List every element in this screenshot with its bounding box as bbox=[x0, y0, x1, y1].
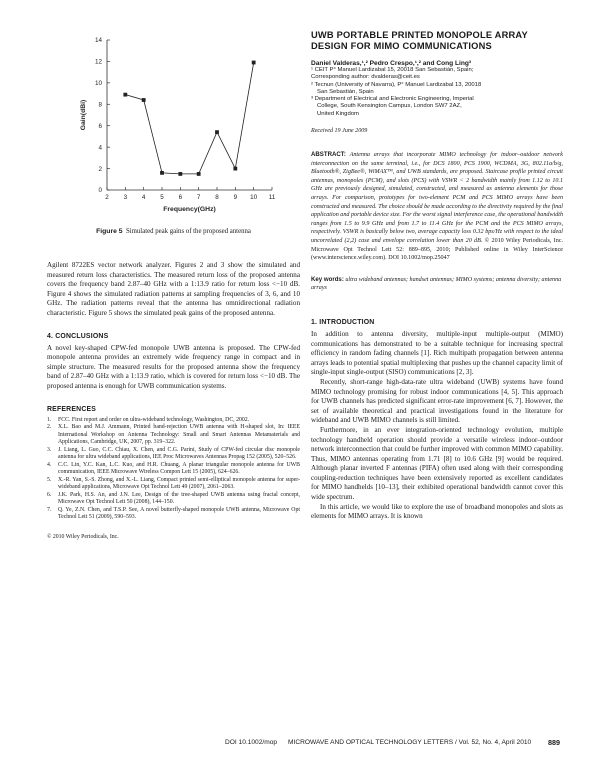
reference-number: 1. bbox=[47, 416, 52, 423]
reference-number: 7. bbox=[47, 506, 52, 513]
x-tick-label: 7 bbox=[196, 194, 201, 201]
x-tick-label: 9 bbox=[233, 194, 238, 201]
article-authors: Daniel Valderas,¹,² Pedro Crespo,¹,² and Cong Ling³ bbox=[311, 60, 472, 67]
footer-journal: MICROWAVE AND OPTICAL TECHNOLOGY LETTERS / Vol. 52, No. 4, April 2010 bbox=[288, 739, 532, 746]
copyright-notice: © 2010 Wiley Periodicals, Inc. bbox=[47, 533, 119, 540]
reference-text: J. Liang, L. Guo, C.C. Chiau, X. Chen, and C.G. Parini, Study of CPW-fed circular disc monopole antenna for ultra wideband applications, IEE Proc Microwaves Antennas Propag 152 (2005), 520–526. bbox=[58, 446, 300, 461]
intro-paragraph: In addition to antenna diversity, multiple-input multiple-output (MIMO) communications has demonstrated to be a suitable technique for increasing spectral efficiency in random fading channels [1]. Rich multipath propagation between antenna arrays leads to potential spatial multiplexing that pushes up the channel capacity limit of single-input single-output (SISO) communications [2, 3]. bbox=[311, 329, 563, 377]
data-point bbox=[197, 172, 201, 176]
affiliation-line: Corresponding author: dvalderas@ceit.es bbox=[311, 74, 420, 81]
y-tick-label: 14 bbox=[94, 37, 102, 45]
figure-5-chart bbox=[47, 30, 300, 225]
reference-number: 3. bbox=[47, 446, 52, 453]
conclusions-body bbox=[47, 344, 300, 392]
data-point bbox=[160, 171, 164, 175]
affiliation-line: San Sebastián, Spain bbox=[317, 88, 374, 95]
data-point bbox=[252, 61, 256, 65]
right-column bbox=[311, 30, 563, 522]
x-axis-label: Frequency(GHz) bbox=[163, 206, 216, 213]
reference-number: 4. bbox=[47, 461, 52, 468]
abstract-text: Antenna arrays that incorporate MIMO technology for indoor–outdoor network interconnection on the same terminal, i.e., for DCS 1800, PCS 1900, WCDMA, 3G, 802.11a/b/g, Bluetooth®, ZigBee®, WiMAX™, and UWB standards, are proposed. Staircase profile printed circuit antennas, monopoles (PCM), and slots (PCS) with VSWR < 2 bandwidth mainly from 1.12 to 10.1 GHz are previously designed, simulated, constructed, and measured as antenna elements for those arrays. For comparison, prototypes for two-element PCM and PCS MIMO arrays have been constructed and measured. The choice should be made according to the directivity required by the final application and portable device size. For the worst signal interference case, the operational bandwidth ranges from 1.5 to 9.9 GHz and from 1.7 to 11.4 GHz for the PCM and the PCS MIMO arrays, respectively. VSWR is basically below two, average capacity loss 0.32 bps/Hz with respect to the ideal uncorrelated (2,2) case and envelope correlation lower than 20 dB. bbox=[311, 152, 563, 245]
reference-item bbox=[47, 462, 300, 477]
reference-item bbox=[47, 477, 300, 492]
y-tick-label: 8 bbox=[98, 101, 102, 109]
data-point bbox=[178, 172, 182, 176]
reference-text: X.L. Bao and M.J. Ammann, Printed band-rejection UWB antenna with H-shaped slot, In: IEEE International Workshop on Antenna Technology: Small and Smart Antennas Metamaterials and Applications, Cambridge, UK, 2007, pp. 319–322. bbox=[58, 424, 300, 446]
reference-text: X.-R. Yan, S.-S. Zhong, and X.-L. Liang, Compact printed semi-elliptical monopole antenna for super-wideband applications, Microwave Opt Technol Lett 49 (2007), 2061–2063. bbox=[58, 476, 300, 491]
figure-caption-text: Simulated peak gains of the proposed antenna bbox=[125, 228, 251, 235]
data-point bbox=[233, 167, 237, 171]
affiliation-line: ¹ CEIT P° Manuel Lardizabal 15, 20018 San Sebastián, Spain; bbox=[311, 67, 474, 73]
article-title: UWB PORTABLE PRINTED MONOPOLE ARRAY DESIGN FOR MIMO COMMUNICATIONS bbox=[311, 30, 528, 51]
reference-text: FCC. First report and order on ultra-wideband technology, Washington, DC, 2002. bbox=[58, 416, 250, 423]
intro-paragraph: Furthermore, in an ever integration-oriented technology evolution, multiple technology handheld operation should provide a versatile wireless indoor–outdoor network interconnection that could be further improved with common MIMO capability. Thus, MIMO antennas operating from 1.71 [8] to 10.6 GHz [9] would be required. Although planar inverted F antennas (PIFA) often used along with their corresponding coupling-reduction techniques have been extensively reported as excellent candidates for MIMO handhelds [10–13], their exhibited operational bandwidth cannot cover this wide spectrum. bbox=[311, 425, 563, 502]
x-tick-label: 3 bbox=[123, 194, 128, 201]
figure-label: Figure 5 bbox=[96, 228, 123, 235]
left-column bbox=[47, 30, 300, 540]
reference-item bbox=[47, 417, 300, 425]
x-tick-label: 11 bbox=[268, 194, 276, 201]
author-affiliations bbox=[311, 67, 563, 118]
reference-number: 2. bbox=[47, 424, 52, 431]
reference-text: J.K. Park, H.S. An, and J.N. Lee, Design of the tree-shaped UWB antenna using fractal concept, Microwave Opt Technol Lett 50 (2008), 144–150. bbox=[58, 491, 300, 506]
intro-paragraph: Recently, short-range high-data-rate ultra wideband (UWB) systems have found MIMO technology promising for robust indoor communications [4, 5]. This approach for UWB channels has predicted significant error-rate improvement [6, 7]. However, the set of available theoretical and practical investigations found in the literature for wideband and UWB MIMO channels is still limited. bbox=[311, 377, 563, 425]
data-point bbox=[142, 98, 146, 102]
reference-text: Q. Ye, Z.N. Chen, and T.S.P. See, A novel butterfly-shaped monopole UWB antenna, Microwave Opt Technol Lett 51 (2009), 590–593. bbox=[58, 506, 300, 521]
references-heading: REFERENCES bbox=[47, 405, 97, 413]
affiliation-line: ² Tecnun (University of Navarra), P° Manuel Lardizabal 13, 20018 bbox=[311, 81, 482, 88]
keywords-text: ultra wideband antennas; handset antennas; MIMO systems; antenna diversity; antenna arrays bbox=[311, 276, 562, 292]
abstract bbox=[311, 151, 563, 263]
y-tick-label: 10 bbox=[94, 80, 102, 88]
reference-item bbox=[47, 424, 300, 447]
y-tick-label: 6 bbox=[98, 122, 102, 130]
keywords bbox=[311, 276, 563, 293]
data-point bbox=[215, 130, 219, 134]
results-paragraph: Agilent 8722ES vector network analyzer. Figures 2 and 3 show the simulated and measured return loss characteristics. The measured return loss of the proposed antenna covers the frequency band 2.87–40 GHz with a 1:13.9 ratio for return loss <−10 dB. Figure 4 shows the simulated radiation patterns at sampling frequencies of 3, 6, and 10 GHz. The radiation patterns reveal that the antenna has omnidirectional radiation characteristic. Figure 5 shows the simulated peak gains of the proposed antenna. bbox=[47, 261, 300, 317]
y-tick-label: 0 bbox=[98, 187, 102, 195]
gain-chart-svg bbox=[47, 30, 300, 225]
x-tick-label: 8 bbox=[215, 194, 219, 201]
references-list bbox=[47, 417, 300, 522]
series-line bbox=[125, 63, 253, 174]
reference-text: C.C. Lin, Y.C. Kan, L.C. Kuo, and H.R. Chuang, A planar triangular monopole antenna for UWB communication, IEEE Microwave Wireless Compon Lett 15 (2005), 624–626. bbox=[58, 461, 300, 476]
reference-item bbox=[47, 447, 300, 462]
affiliation-line: College, South Kensington Campus, London SW7 2AZ, bbox=[317, 103, 462, 110]
received-date: Received 19 June 2009 bbox=[311, 128, 368, 135]
abstract-label: ABSTRACT: bbox=[311, 151, 346, 159]
figure-caption bbox=[47, 227, 300, 236]
left-body-text bbox=[47, 261, 300, 319]
data-point bbox=[123, 93, 127, 97]
keywords-label: Key words: bbox=[311, 275, 344, 283]
reference-item bbox=[47, 507, 300, 522]
y-axis-label: Gain(dBi) bbox=[80, 99, 87, 131]
y-tick-label: 12 bbox=[94, 58, 102, 66]
conclusions-heading: 4. CONCLUSIONS bbox=[47, 332, 109, 340]
x-tick-label: 6 bbox=[178, 194, 183, 201]
introduction-body bbox=[311, 330, 563, 522]
abstract-citation: © 2010 Wiley Periodicals, Inc. Microwave Opt Technol Lett 52: 889–895, 2010; Published online in Wiley InterScience (www.interscience.wiley.com). DOI 10.1002/mop.25047 bbox=[311, 238, 563, 262]
x-tick-label: 10 bbox=[250, 194, 258, 201]
reference-item bbox=[47, 492, 300, 507]
affiliation-line: United Kingdom bbox=[317, 110, 359, 117]
reference-number: 5. bbox=[47, 476, 52, 483]
page-footer bbox=[0, 735, 600, 749]
page-number: 889 bbox=[548, 738, 560, 747]
reference-number: 6. bbox=[47, 491, 52, 498]
x-tick-label: 2 bbox=[105, 194, 109, 201]
introduction-heading: 1. INTRODUCTION bbox=[311, 318, 375, 326]
affiliation-line: ³ Department of Electrical and Electronic Engineering, Imperial bbox=[311, 96, 474, 103]
intro-paragraph: In this article, we would like to explore the use of broadband monopoles and slots as elements for MIMO arrays. It is known bbox=[311, 502, 563, 521]
x-tick-label: 4 bbox=[141, 194, 146, 201]
y-tick-label: 2 bbox=[98, 165, 102, 173]
y-tick-label: 4 bbox=[98, 144, 102, 152]
conclusions-paragraph: A novel key-shaped CPW-fed monopole UWB antenna is proposed. The CPW-fed monopole antenna provides an extremely wide frequency range in compact and in simple structure. The measured results for the proposed antenna show the frequency band of 2.87–40 GHz with a 1:13.9 ratio, which is covered for return loss <−10 dB. The proposed antenna is enough for UWB communication systems. bbox=[47, 343, 300, 390]
x-tick-label: 5 bbox=[160, 194, 164, 201]
footer-doi: DOI 10.1002/mop bbox=[225, 739, 278, 746]
